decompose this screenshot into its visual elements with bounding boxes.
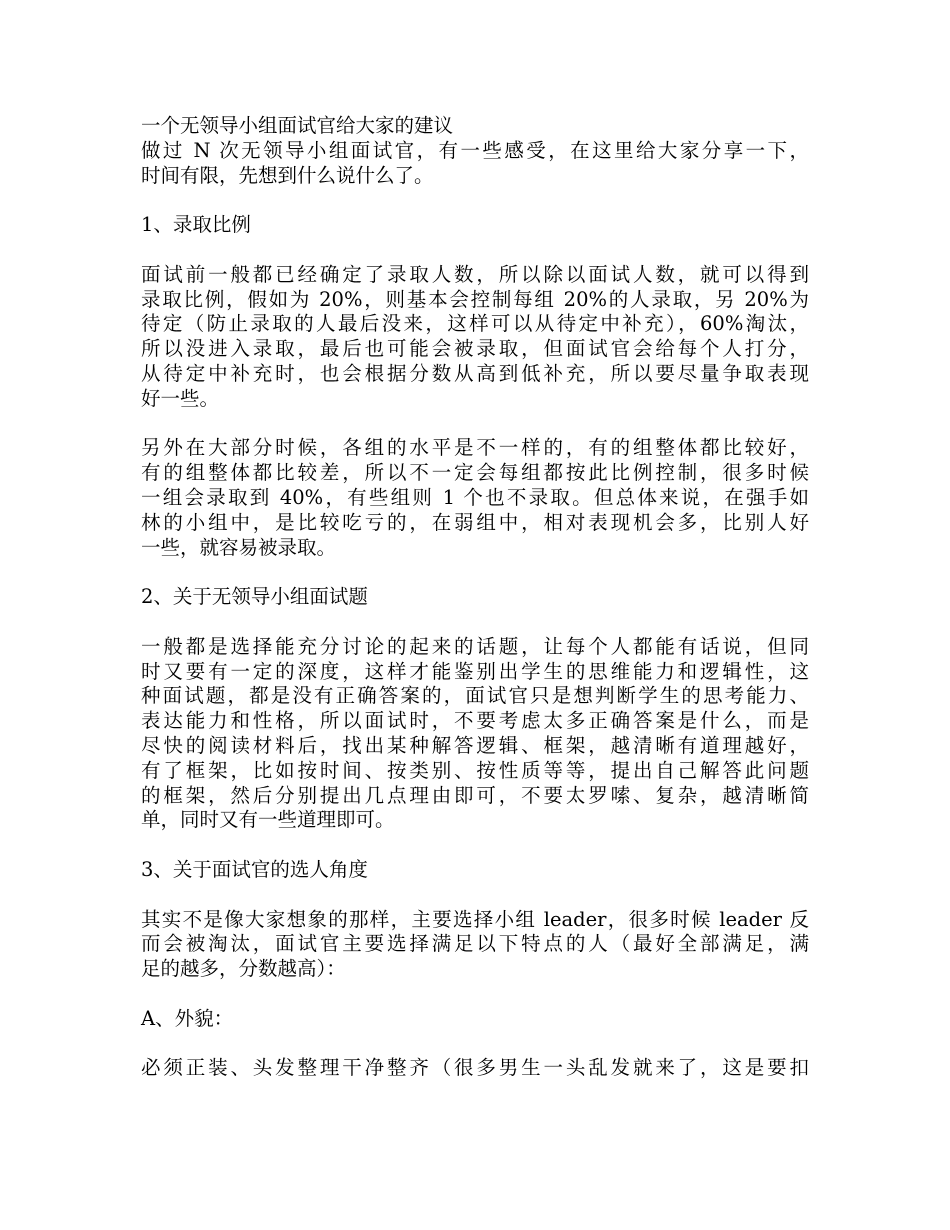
paragraph-gap: [141, 883, 831, 908]
intro-line-1: 做过 N 次无领导小组面试官，有一些感受，在这里给大家分享一下，: [141, 138, 809, 162]
intro-line-2: 时间有限，先想到什么说什么了。: [141, 163, 434, 187]
section-3-heading: 3、关于面试官的选人角度: [141, 857, 368, 881]
paragraph-line: 单，同时又有一些道理即可。: [141, 808, 395, 832]
paragraph-line: 所以没进入录取，最后也可能会被录取，但面试官会给每个人打分，: [141, 337, 809, 361]
paragraph-line: 有的组整体都比较差，所以不一定会每组都按此比例控制，很多时候: [141, 461, 809, 485]
paragraph-gap: [141, 188, 831, 213]
paragraph-gap: [141, 833, 831, 858]
section-2-paragraph: [141, 635, 831, 833]
paragraph-line: 必须正装、头发整理干净整齐（很多男生一头乱发就来了，这是要扣: [141, 1056, 809, 1080]
paragraph-line: 种面试题，都是没有正确答案的，面试官只是想判断学生的思考能力、: [141, 684, 809, 708]
paragraph-gap: [141, 412, 831, 437]
paragraph-line: 有了框架，比如按时间、按类别、按性质等等，提出自己解答此问题: [141, 758, 809, 782]
subsection-a-heading: A、外貌：: [141, 1006, 234, 1030]
paragraph-line: 另外在大部分时候，各组的水平是不一样的，有的组整体都比较好，: [141, 436, 809, 460]
paragraph-gap: [141, 982, 831, 1007]
section-3-paragraph: [141, 908, 831, 982]
section-1-heading: 1、录取比例: [141, 213, 251, 237]
subsection-a-paragraph: [141, 1056, 831, 1081]
paragraph-line: 好一些。: [141, 386, 220, 410]
paragraph-gap: [141, 610, 831, 635]
paragraph-line: 一组会录取到 40%，有些组则 1 个也不录取。但总体来说，在强手如: [141, 485, 809, 509]
paragraph-line: 林的小组中，是比较吃亏的，在弱组中，相对表现机会多，比别人好: [141, 510, 809, 534]
paragraph-line: 一般都是选择能充分讨论的起来的话题，让每个人都能有话说，但同: [141, 634, 809, 658]
paragraph-line: 尽快的阅读材料后，找出某种解答逻辑、框架，越清晰有道理越好，: [141, 733, 809, 757]
section-2-heading: 2、关于无领导小组面试题: [141, 585, 368, 609]
paragraph-line: 面试前一般都已经确定了录取人数，所以除以面试人数，就可以得到: [141, 262, 809, 286]
paragraph-line: 待定（防止录取的人最后没来，这样可以从待定中补充），60%淘汰，: [141, 312, 809, 336]
paragraph-line: 足的越多，分数越高）：: [141, 957, 346, 981]
section-1-paragraph-1: [141, 263, 831, 412]
paragraph-line: 表达能力和性格，所以面试时，不要考虑太多正确答案是什么，而是: [141, 709, 809, 733]
paragraph-line: 录取比例，假如为 20%，则基本会控制每组 20%的人录取，另 20%为: [141, 287, 809, 311]
paragraph-gap: [141, 560, 831, 585]
paragraph-line: 从待定中补充时，也会根据分数从高到低补充，所以要尽量争取表现: [141, 361, 809, 385]
paragraph-line: 其实不是像大家想象的那样，主要选择小组 leader，很多时候 leader 反: [141, 907, 809, 931]
paragraph-line: 时又要有一定的深度，这样才能鉴别出学生的思维能力和逻辑性，这: [141, 659, 809, 683]
section-1-paragraph-2: [141, 436, 831, 560]
document-title: 一个无领导小组面试官给大家的建议: [141, 114, 454, 137]
paragraph-line: 而会被淘汰，面试官主要选择满足以下特点的人（最好全部满足，满: [141, 932, 809, 956]
paragraph-line: 的框架，然后分别提出几点理由即可，不要太罗嗦、复杂，越清晰简: [141, 783, 809, 807]
paragraph-line: 一些，就容易被录取。: [141, 535, 337, 559]
paragraph-gap: [141, 1031, 831, 1056]
paragraph-gap: [141, 238, 831, 263]
document-body: [141, 114, 831, 1081]
